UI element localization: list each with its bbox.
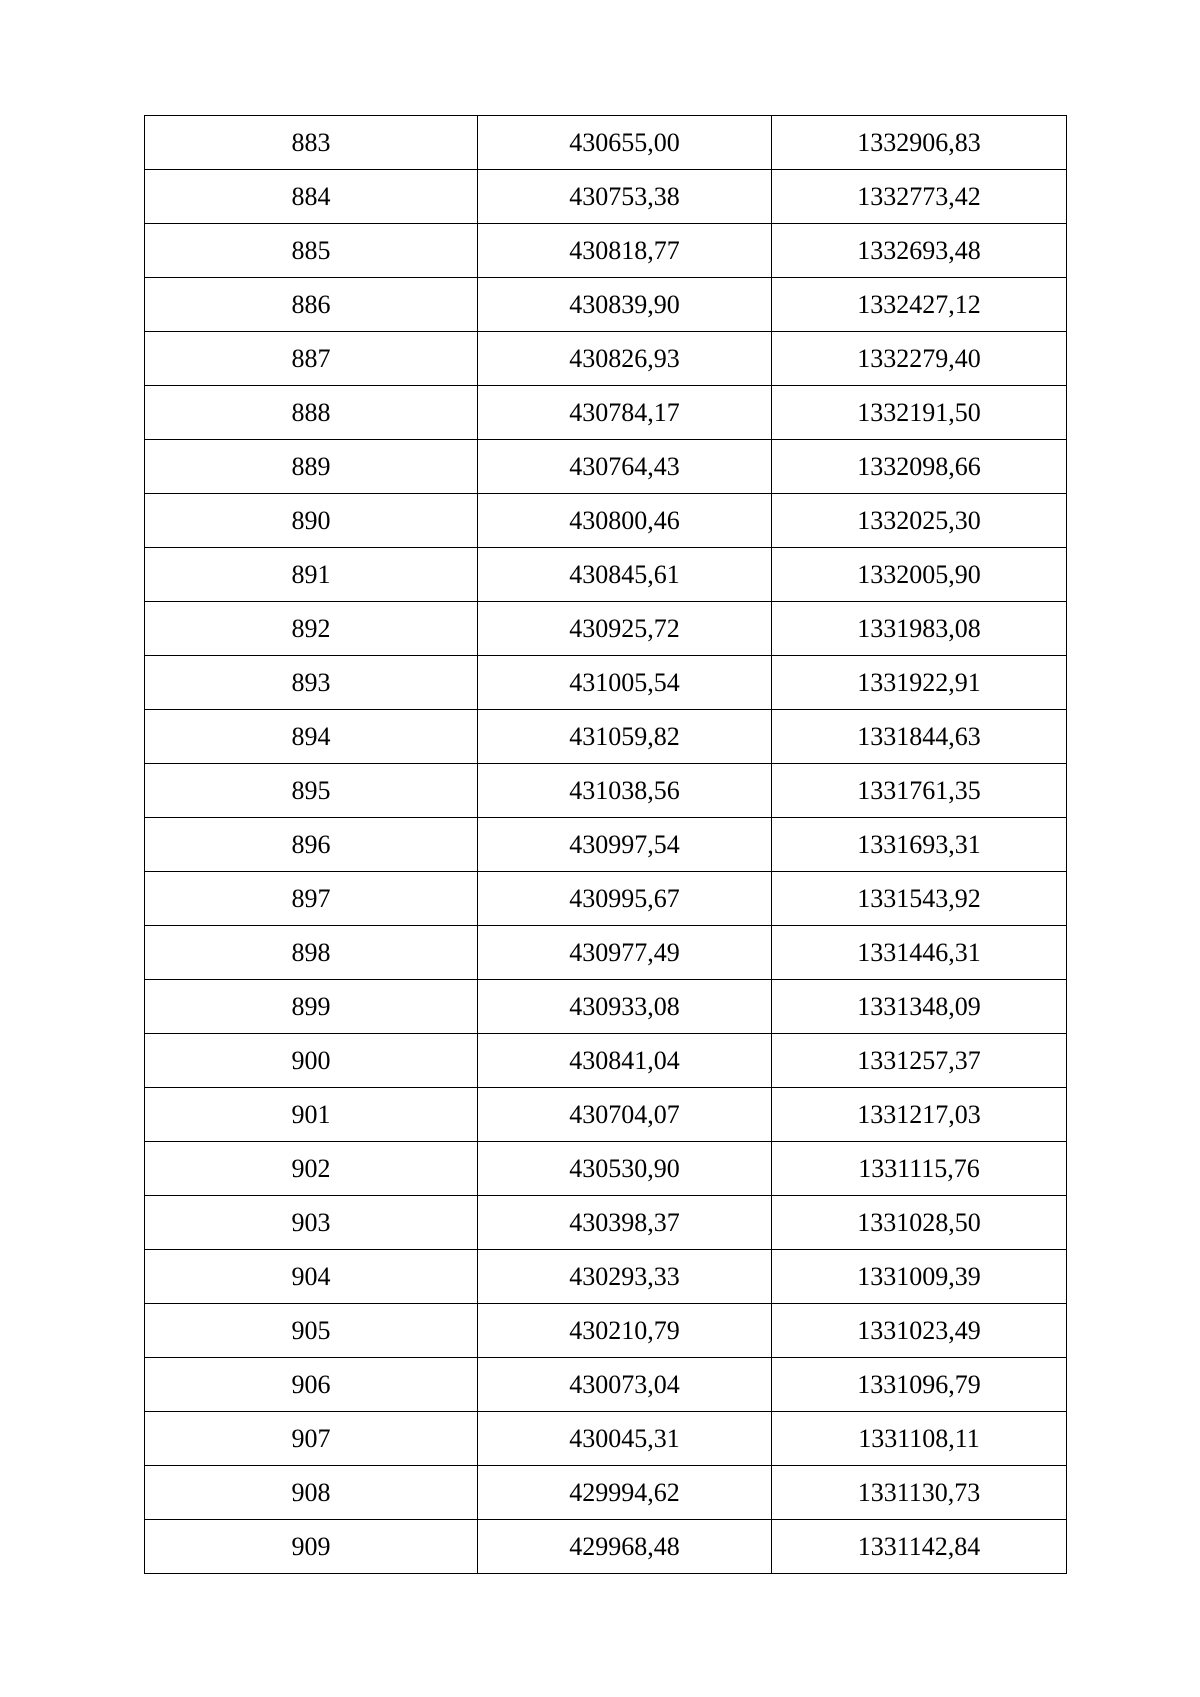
point-number-cell: 892 [145, 602, 478, 656]
point-number-cell: 900 [145, 1034, 478, 1088]
table-row [145, 1358, 1067, 1412]
table-row [145, 818, 1067, 872]
y-coordinate-cell: 1331096,79 [772, 1358, 1067, 1412]
table-row [145, 332, 1067, 386]
table-row [145, 1304, 1067, 1358]
y-coordinate-cell: 1331028,50 [772, 1196, 1067, 1250]
point-number-cell: 883 [145, 116, 478, 170]
point-number-cell: 890 [145, 494, 478, 548]
y-coordinate-cell: 1332693,48 [772, 224, 1067, 278]
point-number-cell: 884 [145, 170, 478, 224]
x-coordinate-cell: 430977,49 [478, 926, 772, 980]
point-number-cell: 888 [145, 386, 478, 440]
x-coordinate-cell: 430995,67 [478, 872, 772, 926]
table-row [145, 1412, 1067, 1466]
x-coordinate-cell: 430753,38 [478, 170, 772, 224]
y-coordinate-cell: 1332427,12 [772, 278, 1067, 332]
x-coordinate-cell: 430073,04 [478, 1358, 772, 1412]
x-coordinate-cell: 430818,77 [478, 224, 772, 278]
y-coordinate-cell: 1331130,73 [772, 1466, 1067, 1520]
y-coordinate-cell: 1331257,37 [772, 1034, 1067, 1088]
coordinates-table [144, 115, 1067, 1574]
table-row [145, 926, 1067, 980]
x-coordinate-cell: 430398,37 [478, 1196, 772, 1250]
table-row [145, 602, 1067, 656]
point-number-cell: 898 [145, 926, 478, 980]
table-row [145, 386, 1067, 440]
x-coordinate-cell: 430933,08 [478, 980, 772, 1034]
point-number-cell: 905 [145, 1304, 478, 1358]
x-coordinate-cell: 430839,90 [478, 278, 772, 332]
table-row [145, 116, 1067, 170]
table-row [145, 1142, 1067, 1196]
y-coordinate-cell: 1332279,40 [772, 332, 1067, 386]
y-coordinate-cell: 1331543,92 [772, 872, 1067, 926]
y-coordinate-cell: 1332773,42 [772, 170, 1067, 224]
point-number-cell: 889 [145, 440, 478, 494]
point-number-cell: 908 [145, 1466, 478, 1520]
x-coordinate-cell: 430045,31 [478, 1412, 772, 1466]
y-coordinate-cell: 1331009,39 [772, 1250, 1067, 1304]
point-number-cell: 904 [145, 1250, 478, 1304]
table-row [145, 548, 1067, 602]
table-row [145, 278, 1067, 332]
y-coordinate-cell: 1331108,11 [772, 1412, 1067, 1466]
point-number-cell: 901 [145, 1088, 478, 1142]
x-coordinate-cell: 430764,43 [478, 440, 772, 494]
point-number-cell: 894 [145, 710, 478, 764]
table-row [145, 980, 1067, 1034]
table-row [145, 1520, 1067, 1574]
point-number-cell: 907 [145, 1412, 478, 1466]
x-coordinate-cell: 430704,07 [478, 1088, 772, 1142]
y-coordinate-cell: 1331693,31 [772, 818, 1067, 872]
y-coordinate-cell: 1332098,66 [772, 440, 1067, 494]
x-coordinate-cell: 430655,00 [478, 116, 772, 170]
point-number-cell: 891 [145, 548, 478, 602]
y-coordinate-cell: 1331348,09 [772, 980, 1067, 1034]
y-coordinate-cell: 1331844,63 [772, 710, 1067, 764]
table-row [145, 1088, 1067, 1142]
coordinates-table-body [145, 116, 1067, 1574]
point-number-cell: 903 [145, 1196, 478, 1250]
x-coordinate-cell: 431038,56 [478, 764, 772, 818]
x-coordinate-cell: 429994,62 [478, 1466, 772, 1520]
x-coordinate-cell: 430210,79 [478, 1304, 772, 1358]
y-coordinate-cell: 1332005,90 [772, 548, 1067, 602]
point-number-cell: 886 [145, 278, 478, 332]
x-coordinate-cell: 430841,04 [478, 1034, 772, 1088]
table-row [145, 656, 1067, 710]
x-coordinate-cell: 430784,17 [478, 386, 772, 440]
x-coordinate-cell: 430826,93 [478, 332, 772, 386]
point-number-cell: 906 [145, 1358, 478, 1412]
table-row [145, 170, 1067, 224]
table-row [145, 1034, 1067, 1088]
table-row [145, 224, 1067, 278]
x-coordinate-cell: 430293,33 [478, 1250, 772, 1304]
table-row [145, 1466, 1067, 1520]
table-row [145, 1250, 1067, 1304]
y-coordinate-cell: 1331983,08 [772, 602, 1067, 656]
point-number-cell: 897 [145, 872, 478, 926]
point-number-cell: 887 [145, 332, 478, 386]
y-coordinate-cell: 1332191,50 [772, 386, 1067, 440]
point-number-cell: 896 [145, 818, 478, 872]
x-coordinate-cell: 430845,61 [478, 548, 772, 602]
point-number-cell: 909 [145, 1520, 478, 1574]
y-coordinate-cell: 1332025,30 [772, 494, 1067, 548]
y-coordinate-cell: 1331446,31 [772, 926, 1067, 980]
x-coordinate-cell: 430997,54 [478, 818, 772, 872]
x-coordinate-cell: 430800,46 [478, 494, 772, 548]
y-coordinate-cell: 1331115,76 [772, 1142, 1067, 1196]
y-coordinate-cell: 1331761,35 [772, 764, 1067, 818]
table-row [145, 440, 1067, 494]
table-row [145, 764, 1067, 818]
table-row [145, 1196, 1067, 1250]
y-coordinate-cell: 1331922,91 [772, 656, 1067, 710]
table-row [145, 710, 1067, 764]
point-number-cell: 899 [145, 980, 478, 1034]
y-coordinate-cell: 1331217,03 [772, 1088, 1067, 1142]
x-coordinate-cell: 430530,90 [478, 1142, 772, 1196]
point-number-cell: 902 [145, 1142, 478, 1196]
x-coordinate-cell: 430925,72 [478, 602, 772, 656]
point-number-cell: 885 [145, 224, 478, 278]
x-coordinate-cell: 431005,54 [478, 656, 772, 710]
table-row [145, 872, 1067, 926]
y-coordinate-cell: 1331142,84 [772, 1520, 1067, 1574]
table-row [145, 494, 1067, 548]
point-number-cell: 893 [145, 656, 478, 710]
x-coordinate-cell: 431059,82 [478, 710, 772, 764]
x-coordinate-cell: 429968,48 [478, 1520, 772, 1574]
y-coordinate-cell: 1331023,49 [772, 1304, 1067, 1358]
point-number-cell: 895 [145, 764, 478, 818]
y-coordinate-cell: 1332906,83 [772, 116, 1067, 170]
